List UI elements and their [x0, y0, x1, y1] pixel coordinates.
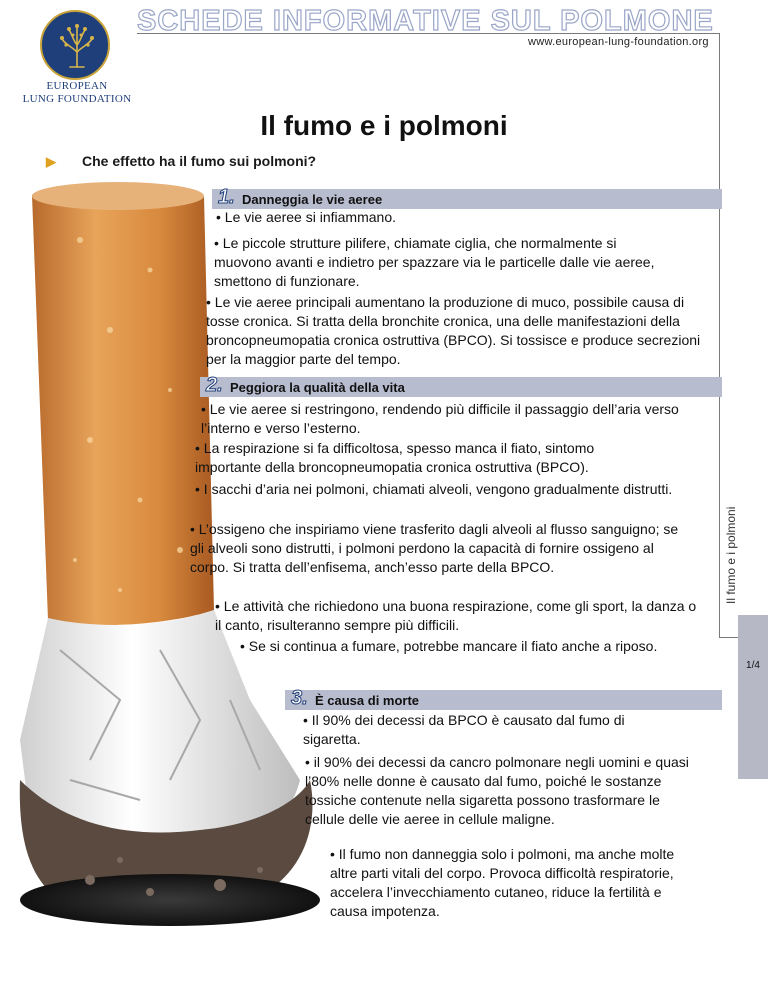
- question-heading: Che effetto ha il fumo sui polmoni?: [82, 153, 317, 169]
- page-tab: [738, 615, 768, 779]
- bullet-chevron-icon: ▶: [46, 154, 56, 169]
- section-2-heading: Peggiora la qualità della vita: [230, 380, 405, 395]
- section-2-bullet: • Se si continua a fumare, potrebbe mancare il fiato anche a riposo.: [240, 638, 658, 654]
- section-1-heading: Danneggia le vie aeree: [242, 192, 383, 207]
- section-3-heading: È causa di morte: [315, 693, 420, 708]
- section-2-header: [200, 374, 722, 397]
- section-3-bullet: • Il fumo non danneggia solo i polmoni, ma anche molte altre parti vitali del corpo. Provoca difficoltà respiratorie, accelera l’invecchiamento cutaneo, riduce la fertilità e causa impotenza.: [330, 846, 675, 919]
- org-name: [18, 80, 136, 106]
- section-2-number: 2.: [206, 374, 223, 396]
- page-title: Il fumo e i polmoni: [260, 110, 508, 141]
- section-1-bullet: • Le vie aeree si infiammano.: [216, 209, 396, 225]
- org-line-2: LUNG FOUNDATION: [22, 93, 132, 105]
- section-3-bullet: • Il 90% dei decessi da BPCO è causato dal fumo di sigaretta.: [303, 712, 625, 747]
- section-2-bullet: • Le attività che richiedono una buona respirazione, come gli sport, la danza o il canto, risulteranno sempre più difficili.: [215, 598, 697, 633]
- banner-title: SCHEDE INFORMATIVE SUL POLMONE: [137, 5, 714, 37]
- section-1-bullet: • Le vie aeree principali aumentano la produzione di muco, possibile causa di tosse cronica. Si tratta della bronchite cronica, una delle manifestazioni della broncopneumopatia cronica ostruttiva (BPCO). Si tossisce e produce secrezioni per la maggior parte del tempo.: [206, 294, 701, 367]
- section-1-number: 1.: [218, 186, 235, 208]
- section-2-bullet: • I sacchi d’aria nei polmoni, chiamati alveoli, vengono gradualmente distrutti.: [195, 481, 673, 497]
- section-1-header: [212, 186, 722, 209]
- website-link[interactable]: www.european-lung-foundation.org: [528, 36, 709, 48]
- section-3-bullet: • il 90% dei decessi da cancro polmonare negli uomini e quasi l’80% nelle donne è causato dal fumo, poiché le sostanze tossiche contenute nella sigaretta possono trasformare le cellule delle vie aeree in cellule maligne.: [305, 754, 689, 827]
- section-3-header: [285, 687, 722, 710]
- elf-logo: [40, 10, 110, 80]
- section-1-bullet: • Le piccole strutture pilifere, chiamate ciglia, che normalmente si muovono avanti e indietro per spazzare via le particelle dalle vie aeree, smettono di funzionare.: [214, 235, 655, 289]
- header-rule: [137, 33, 720, 34]
- section-2-bullet: • Le vie aeree si restringono, rendendo più difficile il passaggio dell’aria verso l’interno e verso l’esterno.: [201, 401, 679, 436]
- page-number: 1/4: [746, 660, 760, 671]
- org-line-1: EUROPEAN: [46, 80, 108, 92]
- section-2-bullet: • La respirazione si fa difficoltosa, spesso manca il fiato, sintomo importante della broncopneumopatia cronica ostruttiva (BPCO).: [195, 440, 595, 475]
- tree-icon: [42, 12, 112, 82]
- section-3-number: 3.: [291, 687, 308, 709]
- section-2-bullet: • L’ossigeno che inspiriamo viene trasferito dagli alveoli al flusso sanguigno; se gli alveoli sono distrutti, i polmoni perdono la capacità di fornire ossigeno al corpo. Si tratta dell’enfisema, anch’esso parte della BPCO.: [190, 521, 679, 575]
- side-section-label: Il fumo e i polmoni: [724, 506, 738, 604]
